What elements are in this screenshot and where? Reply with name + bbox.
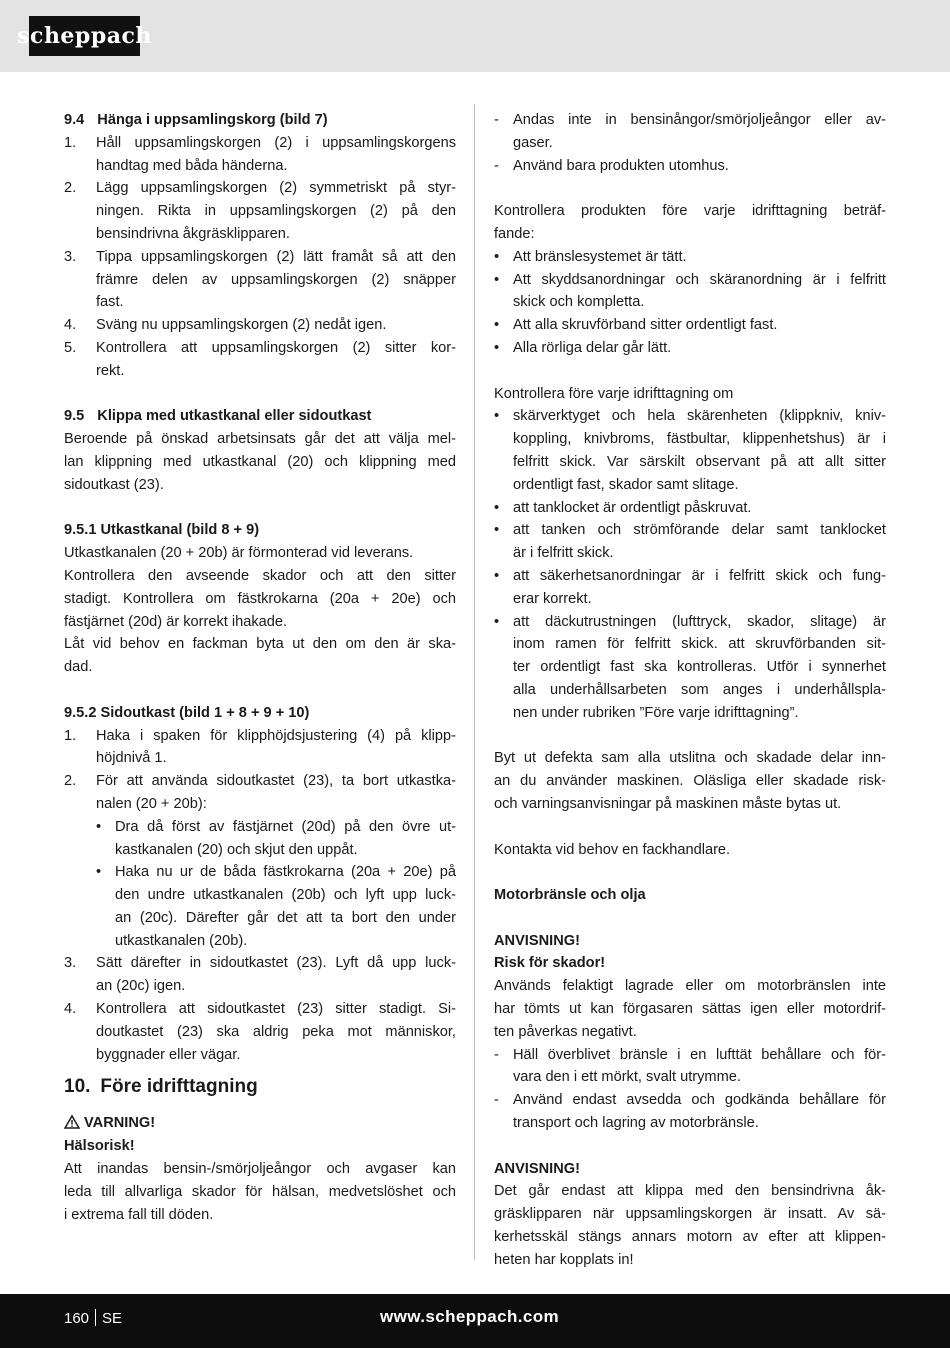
section-9-5-1-heading: 9.5.1 Utkastkanal (bild 8 + 9) — [64, 522, 260, 539]
dash-item: - Använd endast avsedda och godkända behållare för transport och lagring av motorbränsle. — [494, 1092, 886, 1132]
list-item: 3. Tippa uppsamlingskorgen (2) lätt framåt så att den främre delen av uppsamlingskorgen (2) snäpper fast. — [64, 248, 456, 311]
page-number: 160 SE — [64, 1310, 123, 1327]
bullet-item: • att säkerhetsanordningar är i felfritt skick och fung- erar korrekt. — [494, 567, 886, 607]
list-item: 4. Kontrollera att sidoutkastet (23) sitter stadigt. Si- doutkastet (23) ska aldrig peka mot människor, byggnader eller vägar. — [64, 1001, 456, 1063]
bullet-item: • Att alla skruvförband sitter ordentligt fast. — [494, 317, 778, 334]
bullet-item: • att tanken och strömförande delar samt tanklocket är i felfritt skick. — [494, 522, 886, 562]
bullet-item: • skärverktyget och hela skärenheten (klippkniv, kniv- koppling, knivbroms, fästbultar, klippenhetshus) är i felfritt skick. Var särskilt observant på att allt sitter ordentligt fast, skador samt slitage. — [494, 408, 886, 493]
section-9-5-heading: 9.5 Klippa med utkastkanal eller sidoutkast — [64, 408, 372, 425]
list-item: 4. Sväng nu uppsamlingskorgen (2) nedåt igen. — [64, 317, 387, 334]
section-9-5-2-heading: 9.5.2 Sidoutkast (bild 1 + 8 + 9 + 10) — [64, 704, 310, 721]
footer-separator — [95, 1309, 96, 1326]
warning-text: Att inandas bensin-/smörjoljeångor och avgaser kan leda till allvarliga skador för hälsan, medvetslöshet och i extrema fall till döden. — [64, 1161, 456, 1223]
check2-intro: Kontrollera före varje idrifttagning om — [494, 385, 734, 402]
warning-triangle-icon — [64, 1115, 80, 1129]
check-intro: Kontrollera produkten före varje idrifttagning beträf- fande: — [494, 203, 886, 242]
left-column — [64, 109, 456, 1226]
notice-label: ANVISNING! — [494, 932, 580, 949]
scheppach-logo: scheppach — [29, 16, 140, 56]
dash-item: - Häll överblivet bränsle i en lufttät behållare och för- vara den i ett mörkt, svalt utrymme. — [494, 1046, 886, 1086]
notice-subtitle: Risk för skador! — [494, 955, 606, 972]
page-header — [0, 0, 950, 72]
list-item: 1. Håll uppsamlingskorgen (2) i uppsamlingskorgens handtag med båda händerna. — [64, 134, 456, 174]
bullet-item: • Att bränslesystemet är tätt. — [494, 248, 687, 265]
section-10-heading: 10. Före idrifttagning — [64, 1076, 258, 1098]
dash-item: - Andas inte in bensinångor/smörjoljeångor eller av- gaser. — [494, 112, 886, 151]
bullet-item: • att tanklocket är ordentligt påskruvat. — [494, 499, 752, 516]
fuel-heading: Motorbränsle och olja — [494, 887, 646, 904]
contact-text: Kontakta vid behov en fackhandlare. — [494, 841, 731, 858]
bullet-item: • Att skyddsanordningar och skäranordning är i felfritt skick och kompletta. — [494, 271, 886, 311]
warning-label: VARNING! — [64, 1112, 456, 1135]
sub-list-item: • Haka nu ur de båda fästkrokarna (20a + 20e) på den undre utkastkanalen (20b) och lyft upp luck- an (20c). Därefter går det att ta bort den under utkastkanalen (20b). — [96, 864, 456, 949]
list-item: 1. Haka i spaken för klipphöjdsjustering (4) på klipp- höjdnivå 1. — [64, 727, 456, 767]
notice-text: Används felaktigt lagrade eller om motorbränslen inte har tömts ut kan förgasaren sättas igen eller motordrif- ten påverkas negativt. — [494, 978, 886, 1040]
notice-label: ANVISNING! — [494, 1160, 580, 1177]
list-item: 2. Lägg uppsamlingskorgen (2) symmetriskt på styr- ningen. Rikta in uppsamlingskorgen (2) på den bensindrivna åkgräsklipparen. — [64, 180, 456, 242]
page-footer — [0, 1294, 950, 1348]
replace-text: Byt ut defekta sam alla utslitna och skadade delar inn- an du använder maskinen. Oläsliga eller skadade risk- och varningsanvisningar på maskinen måste bytas ut. — [494, 750, 886, 812]
section-9-5-text: Beroende på önskad arbetsinsats går det att välja mel- lan klippning med utkastkanal (20) och klippning med sidoutkast (23). — [64, 431, 456, 493]
bullet-item: • att däckutrustningen (lufttryck, skador, slitage) är inom ramen för felfritt skick. att skruvförbanden sit- ter ordentligt fast ska kontrolleras. Utför i synnerhet alla underhållsarbeten som anges i underhållspla- nen under rubriken ”Före varje idrifttagning”. — [494, 613, 886, 721]
section-9-5-1-text: Utkastkanalen (20 + 20b) är förmonterad vid leverans. Kontrollera den avseende skador och att den sitter stadigt. Kontrollera om fästkrokarna (20a + 20e) och fästjärnet (20d) är korrekt ihakade. Låt vid behov en fackman byta ut den om den är ska- dad. — [64, 545, 456, 676]
bullet-item: • Alla rörliga delar går lätt. — [494, 339, 672, 356]
list-item: 2. För att använda sidoutkastet (23), ta bort utkastka- nalen (20 + 20b): — [64, 773, 456, 812]
column-divider — [474, 104, 475, 1260]
notice-text: Det går endast att klippa med den bensindrivna åk- gräsklipparen när uppsamlingskorgen är insatt. Av sä- kerhetsskäl stängs annars motorn av efter att klippen- heten har kopplats in! — [494, 1183, 886, 1268]
list-item: 3. Sätt därefter in sidoutkastet (23). Lyft då upp luck- an (20c) igen. — [64, 955, 456, 995]
list-item: 5. Kontrollera att uppsamlingskorgen (2) sitter kor- rekt. — [64, 339, 456, 379]
sub-list-item: • Dra då först av fästjärnet (20d) på den övre ut- kastkanalen (20) och skjut den uppåt. — [96, 818, 456, 858]
warning-subtitle: Hälsorisk! — [64, 1138, 135, 1155]
section-9-4-heading: 9.4 Hänga i uppsamlingskorg (bild 7) — [64, 112, 328, 128]
right-column — [494, 109, 886, 1272]
dash-item: - Använd bara produkten utomhus. — [494, 157, 729, 174]
footer-url: www.scheppach.com — [380, 1307, 560, 1326]
